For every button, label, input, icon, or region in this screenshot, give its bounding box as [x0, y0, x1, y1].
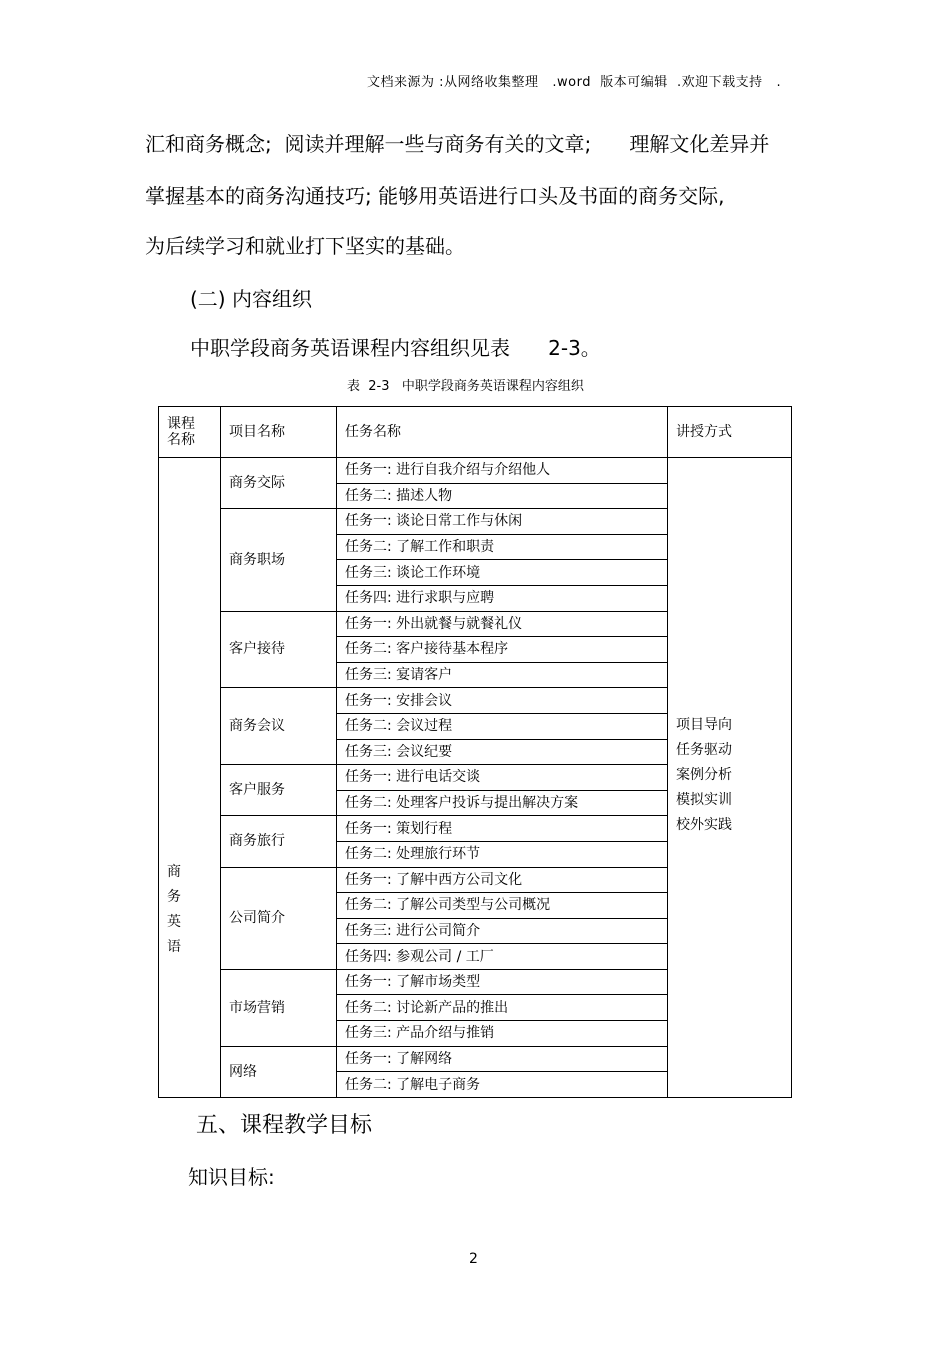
task-name-cell: 任务一: 谈论日常工作与休闲	[337, 509, 668, 535]
task-name-cell: 任务一: 安排会议	[337, 688, 668, 714]
paragraph-line-2: 掌握基本的商务沟通技巧; 能够用英语进行口头及书面的商务交际,	[145, 184, 725, 208]
header-project-name: 项目名称	[221, 407, 337, 458]
course-name-char: 英	[167, 913, 181, 930]
task-name-cell: 任务一: 外出就餐与就餐礼仪	[337, 611, 668, 637]
project-name-cell: 商务交际	[221, 458, 337, 509]
task-name-cell: 任务一: 了解市场类型	[337, 969, 668, 995]
project-name-cell: 客户服务	[221, 765, 337, 816]
teaching-method-item: 校外实践	[676, 817, 732, 833]
teaching-method-item: 案例分析	[676, 767, 732, 783]
paragraph-line-3: 为后续学习和就业打下坚实的基础。	[145, 234, 465, 258]
header-teaching-method: 讲授方式	[668, 407, 792, 458]
table-row	[159, 458, 792, 484]
project-name-cell: 商务职场	[221, 509, 337, 611]
teaching-method-item: 模拟实训	[676, 792, 732, 808]
task-name-cell: 任务二: 描述人物	[337, 483, 668, 509]
task-name-cell: 任务二: 了解电子商务	[337, 1072, 668, 1098]
course-content-table	[158, 406, 792, 1098]
table-caption: 表 2-3 中职学段商务英语课程内容组织	[347, 379, 584, 394]
paragraph-line-1: 汇和商务概念; 阅读并理解一些与商务有关的文章; 理解文化差异并	[145, 132, 770, 156]
task-name-cell: 任务一: 进行自我介绍与介绍他人	[337, 458, 668, 484]
table-body	[159, 458, 792, 1098]
header-course-line1: 课程	[167, 416, 195, 432]
header-course-line2: 名称	[167, 432, 195, 448]
project-name-cell: 公司简介	[221, 867, 337, 969]
task-name-cell: 任务二: 了解公司类型与公司概况	[337, 893, 668, 919]
project-name-cell: 商务会议	[221, 688, 337, 765]
project-name-cell: 客户接待	[221, 611, 337, 688]
task-name-cell: 任务四: 进行求职与应聘	[337, 585, 668, 611]
task-name-cell: 任务二: 了解工作和职责	[337, 534, 668, 560]
task-name-cell: 任务三: 谈论工作环境	[337, 560, 668, 586]
course-name-char: 语	[167, 938, 181, 955]
course-name-char: 务	[167, 888, 181, 905]
task-name-cell: 任务二: 客户接待基本程序	[337, 637, 668, 663]
task-name-cell: 任务一: 进行电话交谈	[337, 765, 668, 791]
task-name-cell: 任务一: 策划行程	[337, 816, 668, 842]
section-heading-content-organization: (二) 内容组织	[190, 287, 312, 311]
teaching-method-item: 任务驱动	[676, 742, 732, 758]
task-name-cell: 任务二: 处理旅行环节	[337, 841, 668, 867]
task-name-cell: 任务二: 讨论新产品的推出	[337, 995, 668, 1021]
task-name-cell: 任务三: 进行公司简介	[337, 918, 668, 944]
task-name-cell: 任务四: 参观公司 / 工厂	[337, 944, 668, 970]
page-number: 2	[469, 1251, 478, 1267]
project-name-cell: 商务旅行	[221, 816, 337, 867]
task-name-cell: 任务一: 了解中西方公司文化	[337, 867, 668, 893]
header-task-name: 任务名称	[337, 407, 668, 458]
project-name-cell: 网络	[221, 1046, 337, 1097]
task-name-cell: 任务三: 产品介绍与推销	[337, 1021, 668, 1047]
section-heading-teaching-objectives: 五、课程教学目标	[196, 1113, 373, 1138]
task-name-cell: 任务三: 会议纪要	[337, 739, 668, 765]
header-note: 文档来源为 :从网络收集整理 .word 版本可编辑 .欢迎下载支持 .	[367, 75, 782, 90]
teaching-method-item: 项目导向	[676, 717, 732, 733]
teaching-method-cell	[668, 458, 792, 1098]
knowledge-objectives-label: 知识目标:	[188, 1165, 275, 1189]
task-name-cell: 任务二: 处理客户投诉与提出解决方案	[337, 790, 668, 816]
intro-text: 中职学段商务英语课程内容组织见表 2-3。	[190, 336, 601, 360]
task-name-cell: 任务三: 宴请客户	[337, 662, 668, 688]
table-header-row	[159, 407, 792, 458]
header-course-name	[159, 407, 221, 458]
course-name-char: 商	[167, 863, 181, 880]
task-name-cell: 任务一: 了解网络	[337, 1046, 668, 1072]
course-name-cell	[159, 458, 221, 1098]
task-name-cell: 任务二: 会议过程	[337, 713, 668, 739]
project-name-cell: 市场营销	[221, 969, 337, 1046]
